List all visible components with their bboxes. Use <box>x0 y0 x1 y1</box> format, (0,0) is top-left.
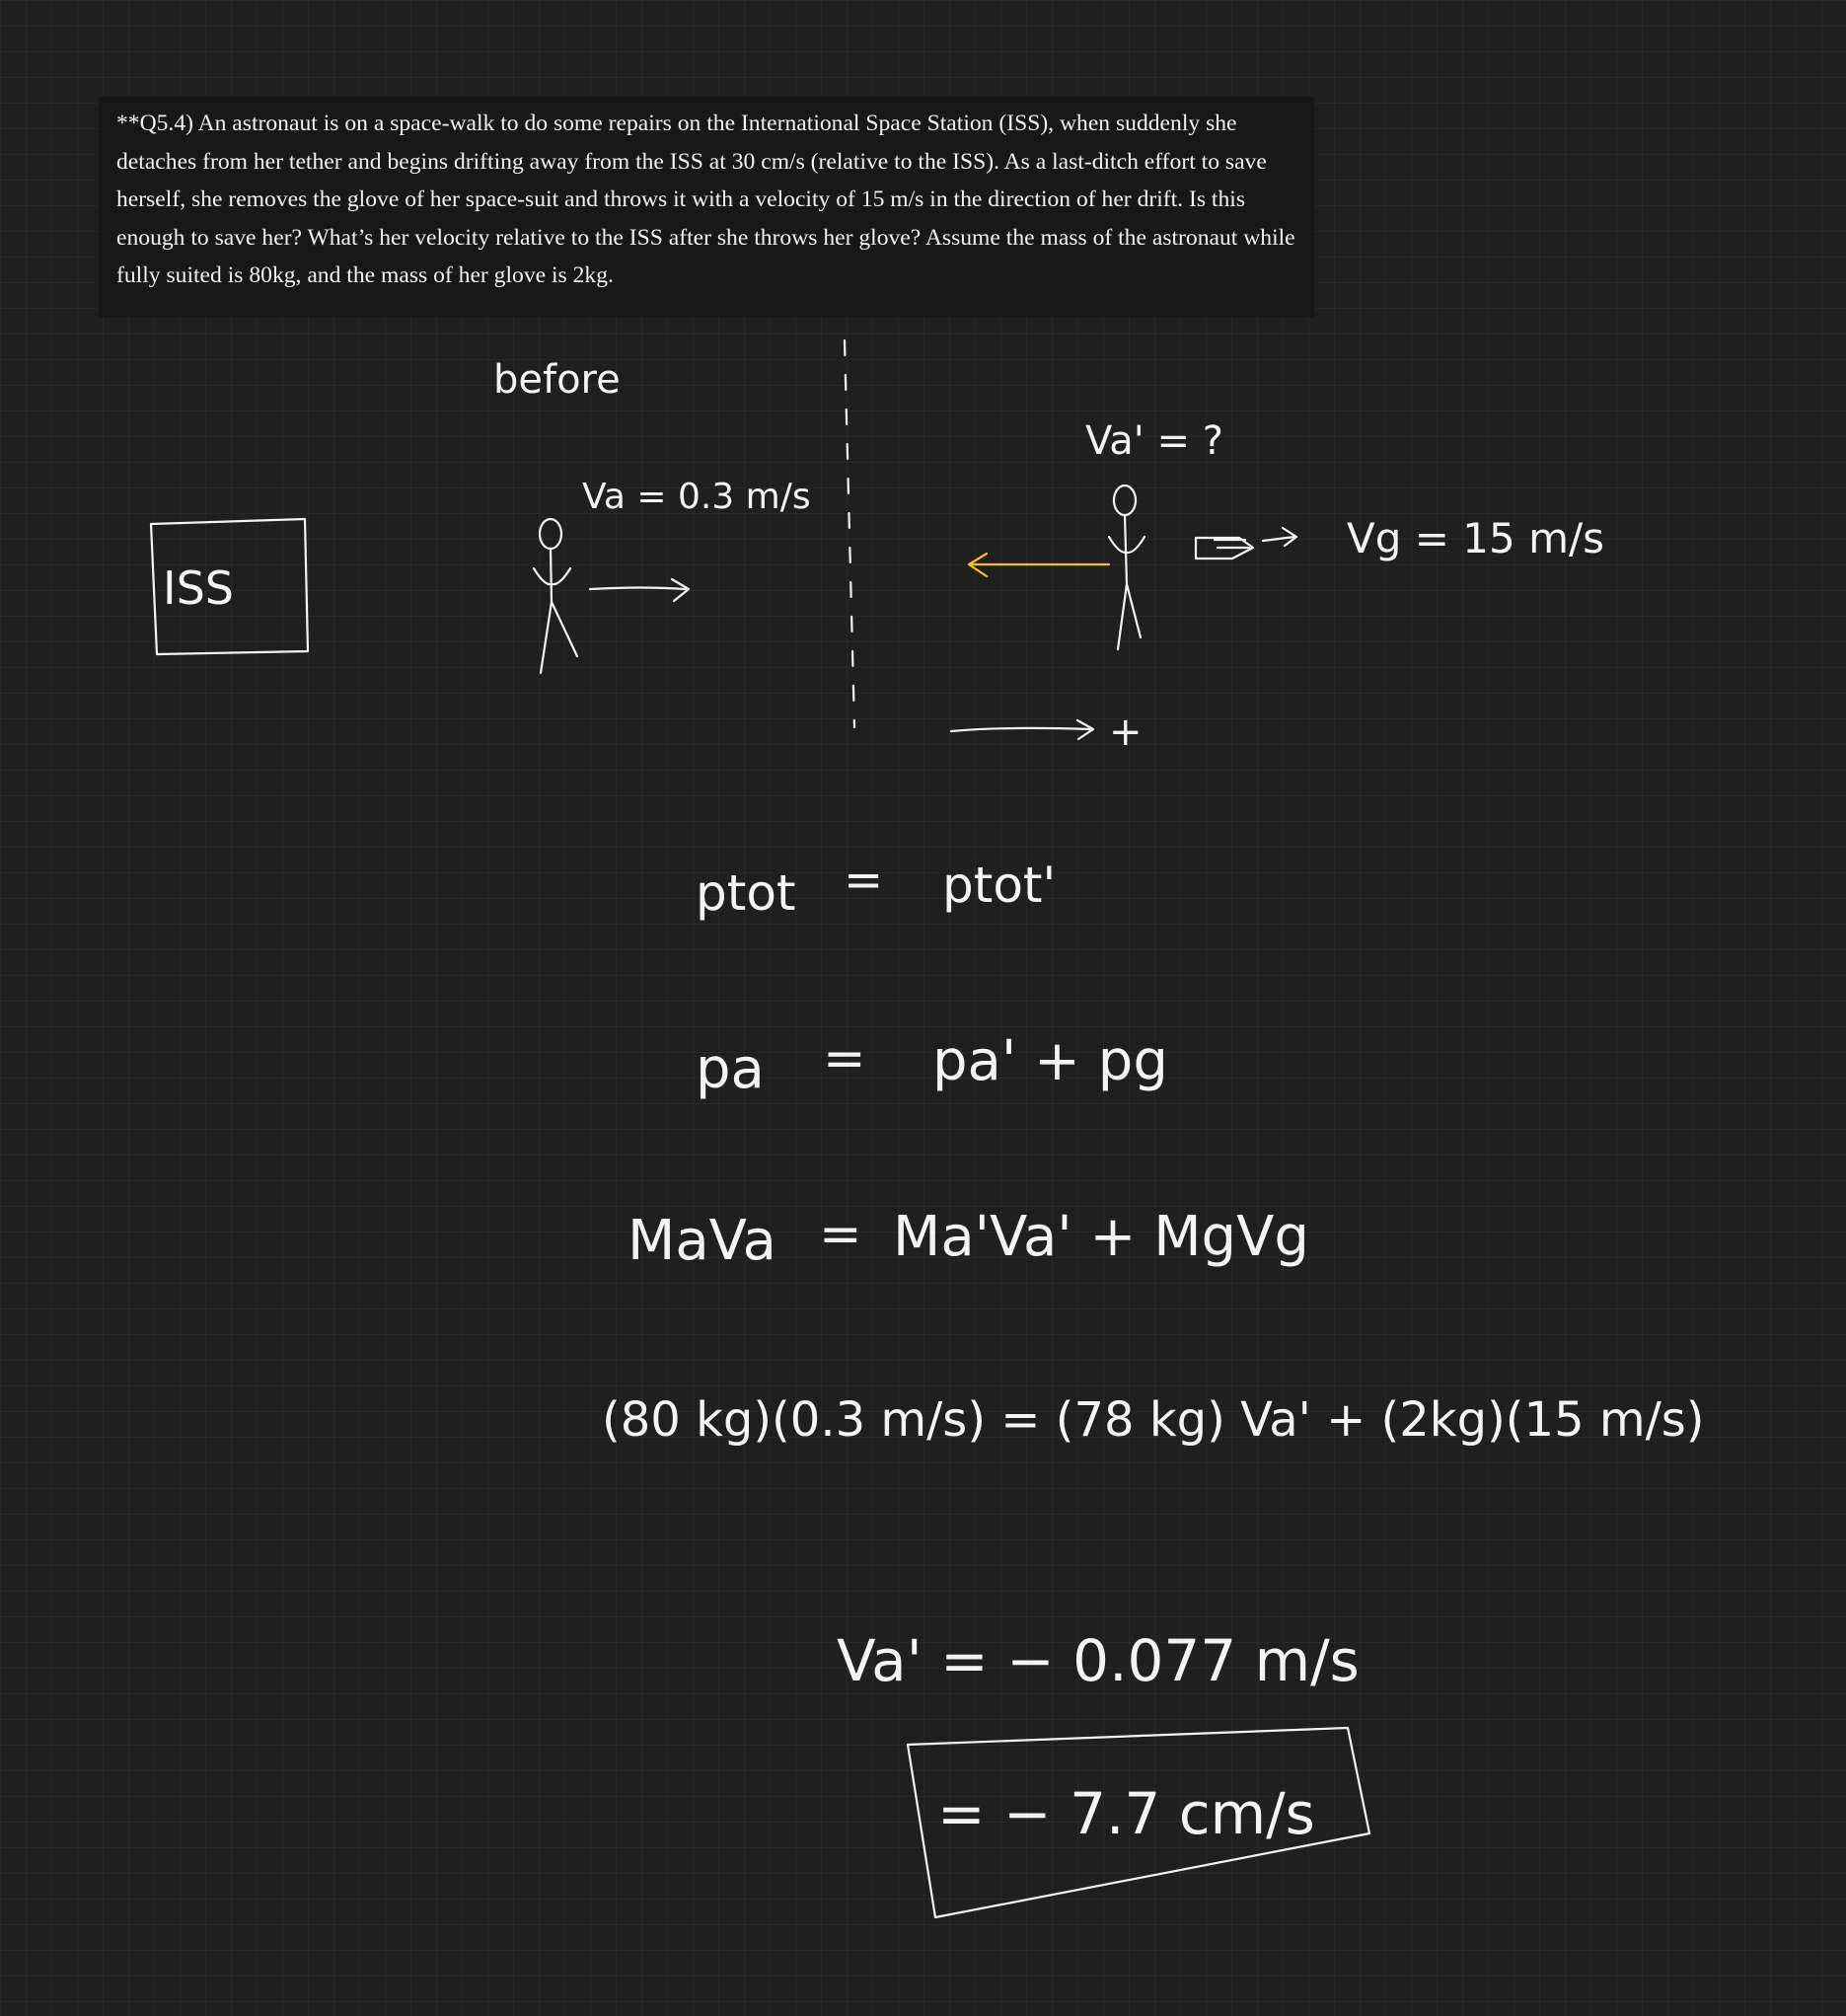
question-text: **Q5.4) An astronaut is on a space-walk to do some repairs on the International Space Station (ISS), when suddenly she detaches from her tether and begins drifting away from the ISS at 30 cm/s (relative to the ISS). As a last-ditch effort to save herself, she removes the glove of her space-suit and throws it with a velocity of 15 m/s in the direction of her drift. Is this enough to save her? What’s her velocity relative to the ISS after she throws her glove? Assume the mass of the astronaut while fully suited is 80kg, and the mass of her glove is 2kg. <box>116 111 1295 288</box>
eq1-left: ptot <box>696 864 796 922</box>
glove-icon <box>1196 538 1253 559</box>
eq3-left: MaVa <box>628 1209 776 1273</box>
eq4: (80 kg)(0.3 m/s) = (78 kg) Va' + (2kg)(15 m/s) <box>602 1392 1705 1448</box>
boxed-answer: = − 7.7 cm/s <box>937 1780 1315 1847</box>
va-initial-label: Va = 0.3 m/s <box>582 477 811 517</box>
positive-direction-arrow <box>951 720 1093 739</box>
arrow-before <box>590 579 689 601</box>
va-after-query-label: Va' = ? <box>1085 418 1223 464</box>
before-label: before <box>493 357 621 403</box>
positive-direction-label: + <box>1109 709 1143 755</box>
astronaut-after-figure <box>1109 485 1145 649</box>
eq1-equals: = <box>844 853 884 908</box>
arrow-glove <box>1263 528 1296 546</box>
arrow-after-yellow <box>969 554 1109 576</box>
divider-line <box>845 340 854 727</box>
eq3-equals: = <box>819 1205 862 1264</box>
eq3-right: Ma'Va' + MgVg <box>893 1205 1309 1269</box>
iss-label: ISS <box>163 561 234 615</box>
eq2-left: pa <box>696 1037 765 1101</box>
astronaut-before-figure <box>534 519 577 673</box>
vg-label: Vg = 15 m/s <box>1347 514 1605 562</box>
eq1-right: ptot' <box>942 857 1057 914</box>
eq2-right: pa' + pg <box>932 1029 1168 1093</box>
eq2-equals: = <box>823 1029 866 1088</box>
result-line: Va' = − 0.077 m/s <box>837 1627 1360 1694</box>
